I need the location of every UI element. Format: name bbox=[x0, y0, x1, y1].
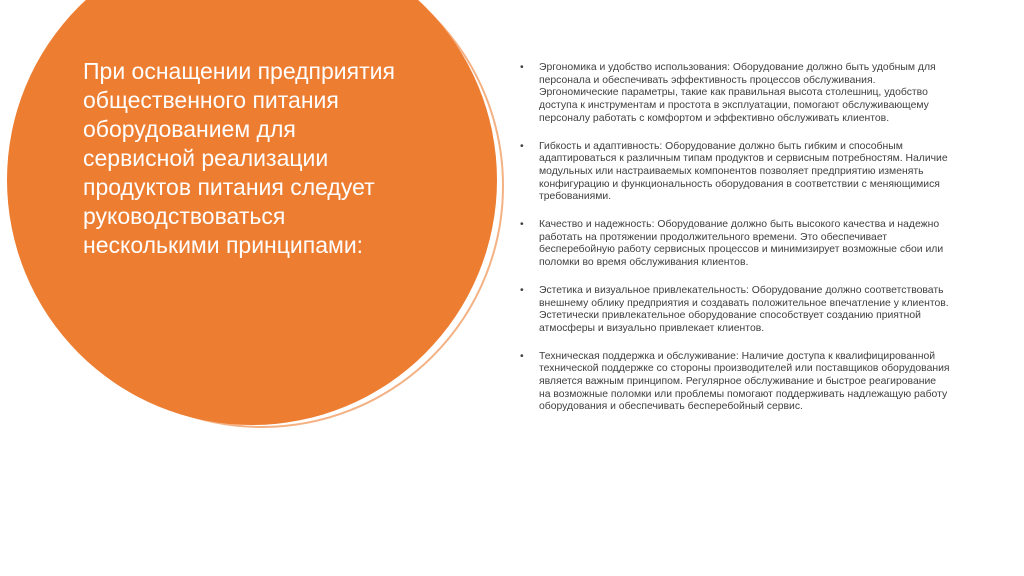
principle-quality: Качество и надежность: Оборудование должно быть высокого качества и надежно работать на протяжении продолжительного времени. Это обеспечивает бесперебойную работу сервисных процессов и минимизирует возможные сбои или поломки во время обслуживания клиентов. bbox=[539, 219, 944, 269]
list-item bbox=[520, 62, 950, 126]
principle-aesthetics: Эстетика и визуальное привлекательность: Оборудование должно соответствовать внешнему облику предприятия и создавать положительное впечатление у клиентов. Эстетически привлекательное оборудование способствует созданию приятной атмосферы и визуально привлекает клиентов. bbox=[539, 284, 949, 334]
bullet-icon: • bbox=[520, 350, 524, 362]
list-item bbox=[520, 219, 950, 270]
list-item bbox=[520, 351, 950, 415]
principles-list bbox=[520, 62, 950, 429]
bullet-icon: • bbox=[520, 62, 524, 73]
principle-support: Техническая поддержка и обслуживание: Наличие доступа к квалифицированной технической поддержке со стороны производителей или поставщиков оборудования является важным принципом. Регулярное обслуживание и быстрое реагирование на возможные поломки или проблемы помогают поддерживать надлежащую работу оборудования и обеспечивать бесперебойный сервис. bbox=[539, 350, 950, 413]
slide-title: При оснащении предприятия общественного питания оборудованием для сервисной реализации продуктов питания следует руководствоваться несколькими принципами: bbox=[83, 58, 395, 258]
bullet-icon: • bbox=[520, 219, 524, 231]
principle-ergonomics: Эргономика и удобство использования: Оборудование должно быть удобным для персонала и обеспечивать эффективность процессов обслуживания. Эргономические параметры, такие как правильная высота столешниц, удобство доступа к инструментам и простота в эксплуатации, помогают обслуживающему персоналу работать с комфортом и эффективно обслуживать клиентов. bbox=[539, 62, 936, 124]
list-item bbox=[520, 285, 950, 336]
bullet-icon: • bbox=[520, 284, 524, 296]
list-item bbox=[520, 141, 950, 205]
principle-flexibility: Гибкость и адаптивность: Оборудование должно быть гибким и способным адаптироваться к различным типам продуктов и сервисным потребностям. Наличие модульных или настраиваемых компонентов позволяет предприятию изменять конфигурацию и функциональность оборудования в соответствии с меняющимися требованиями. bbox=[539, 140, 948, 203]
bullet-icon: • bbox=[520, 140, 524, 152]
